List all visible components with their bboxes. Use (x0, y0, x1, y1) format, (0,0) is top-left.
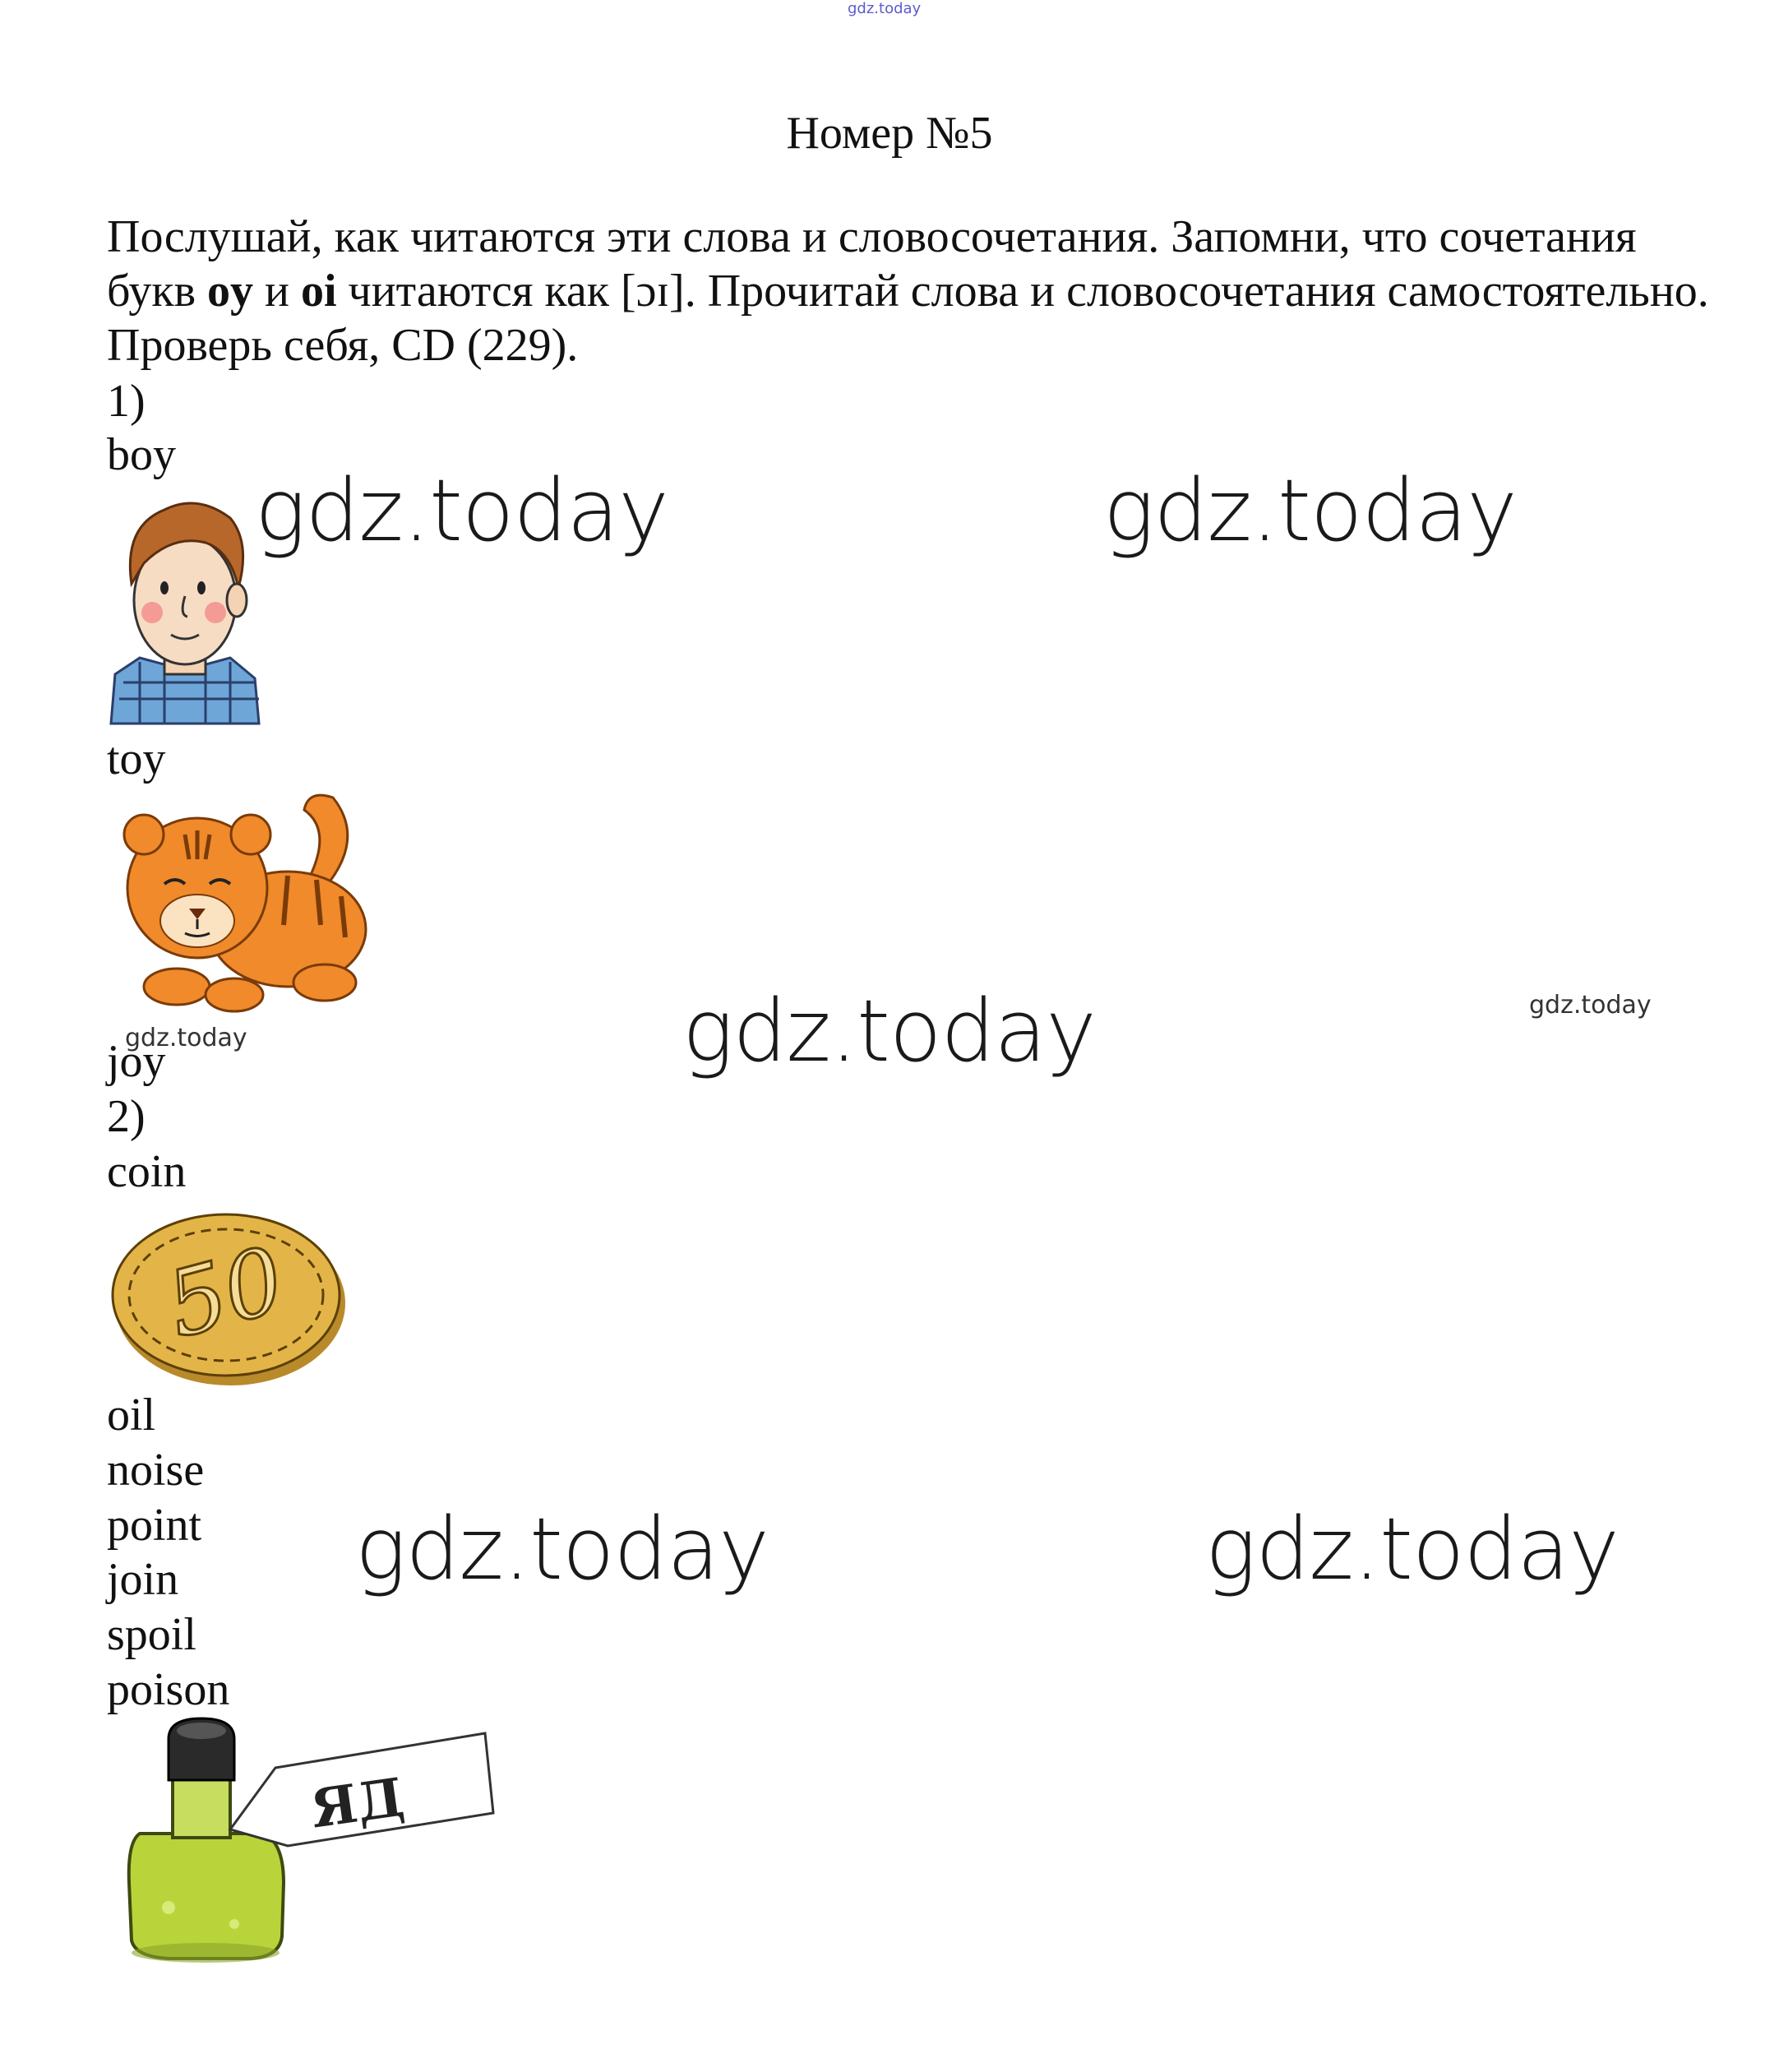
section-2-number: 2) (107, 1091, 146, 1142)
instruction-bold-oi: oi (300, 266, 337, 317)
instruction-part2: и (253, 266, 301, 317)
watermark-2: gdz.today (1103, 460, 1517, 561)
watermark-3: gdz.today (682, 981, 1096, 1081)
watermark-small-1: gdz.today (125, 1024, 247, 1052)
instruction-bold-oy: oy (207, 266, 254, 317)
word-noise: noise (107, 1445, 205, 1496)
word-boy: boy (107, 429, 176, 480)
instruction-part1: Послушай, как читаются эти слова и словосочетания. Запомни, что сочетания букв (107, 211, 1637, 317)
instruction-part3: читаются как [ɔɪ]. Прочитай слова и словосочетания самостоятельно. Проверь себя, CD (229). (107, 266, 1709, 371)
page-title: Номер №5 (786, 108, 993, 159)
watermark-top: gdz.today (848, 0, 922, 17)
watermark-4: gdz.today (355, 1499, 769, 1599)
word-oil: oil (107, 1390, 156, 1441)
instruction-text (107, 210, 1718, 372)
poison-bottle-illustration (119, 1718, 497, 1965)
tiger-toy-illustration (119, 789, 382, 1020)
word-point: point (107, 1500, 202, 1551)
watermark-small-2: gdz.today (1529, 991, 1652, 1020)
word-join: join (107, 1554, 179, 1605)
section-1-number: 1) (107, 376, 146, 427)
watermark-5: gdz.today (1205, 1499, 1619, 1599)
coin-number: 50 (156, 1227, 295, 1359)
word-coin: coin (107, 1146, 187, 1197)
coin-illustration (111, 1200, 349, 1390)
boy-illustration (107, 485, 263, 724)
poison-label: ЯД (307, 1766, 409, 1841)
word-joy: joy (107, 1036, 166, 1087)
word-poison: poison (107, 1664, 230, 1715)
word-spoil: spoil (107, 1609, 196, 1660)
word-toy: toy (107, 733, 166, 784)
watermark-1: gdz.today (255, 460, 668, 561)
